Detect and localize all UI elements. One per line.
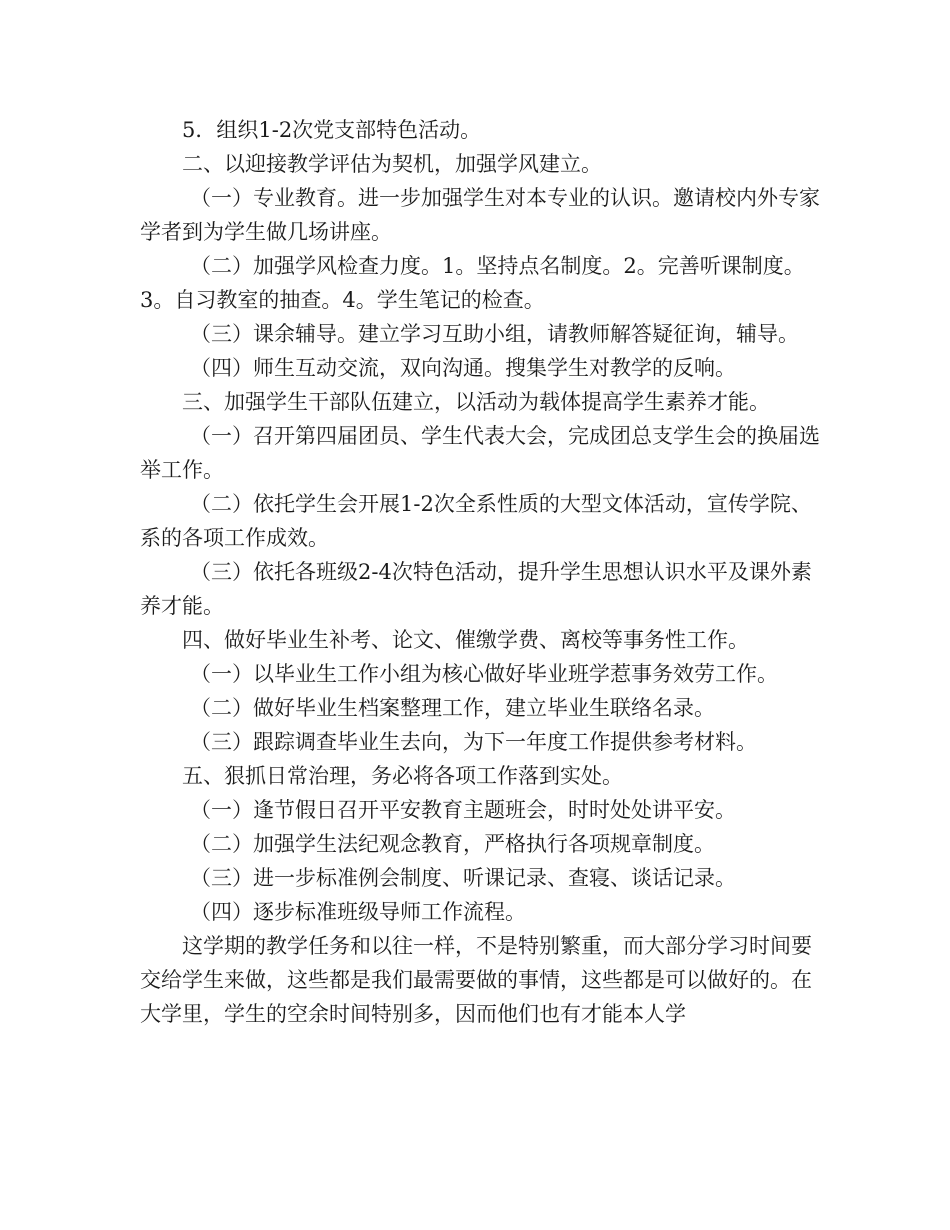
list-item: （一）专业教育。进一步加强学生对本专业的认识。邀请校内外专家学者到为学生做几场讲座。: [140, 186, 820, 244]
list-item: （三）课余辅导。建立学习互助小组，请教师解答疑征询，辅导。: [190, 322, 799, 346]
body-paragraph: 这学期的教学任务和以往一样，不是特别繁重，而大部分学习时间要交给学生来做，这些都是我们最需要做的事情，这些都是可以做好的。在大学里，学生的空余时间特别多，因而他们也有才能本人学: [140, 934, 812, 1026]
list-item: （一）逢节假日召开平安教育主题班会，时时处处讲平安。: [190, 798, 736, 822]
list-item: （二）做好毕业生档案整理工作，建立毕业生联络名录。: [190, 696, 715, 720]
section-heading-4: 四、做好毕业生补考、论文、催缴学费、离校等事务性工作。: [182, 628, 749, 652]
section-heading-2: 二、以迎接教学评估为契机，加强学风建立。: [182, 152, 602, 176]
list-item: （一）召开第四届团员、学生代表大会，完成团总支学生会的换届选举工作。: [140, 424, 820, 482]
list-item: （三）进一步标准例会制度、听课记录、查寝、谈话记录。: [190, 866, 736, 890]
document-body: [140, 113, 820, 1031]
list-item: （一）以毕业生工作小组为核心做好毕业班学惹事务效劳工作。: [190, 662, 778, 686]
paragraph-item-5: 5．组织1-2次党支部特色活动。: [182, 118, 482, 142]
list-item: （三）跟踪调查毕业生去向，为下一年度工作提供参考材料。: [190, 730, 757, 754]
list-item: （二）加强学风检查力度。1。坚持点名制度。2。完善听课制度。3。自习教室的抽查。4。学生笔记的检查。: [140, 254, 805, 312]
section-heading-5: 五、狠抓日常治理，务必将各项工作落到实处。: [182, 764, 623, 788]
section-heading-3: 三、加强学生干部队伍建立，以活动为载体提高学生素养才能。: [182, 390, 770, 414]
list-item: （二）依托学生会开展1-2次全系性质的大型文体活动，宣传学院、系的各项工作成效。: [140, 492, 812, 550]
list-item: （二）加强学生法纪观念教育，严格执行各项规章制度。: [190, 832, 715, 856]
list-item: （四）师生互动交流，双向沟通。搜集学生对教学的反响。: [190, 356, 736, 380]
list-item: （四）逐步标准班级导师工作流程。: [190, 900, 526, 924]
list-item: （三）依托各班级2-4次特色活动，提升学生思想认识水平及课外素养才能。: [140, 560, 812, 618]
